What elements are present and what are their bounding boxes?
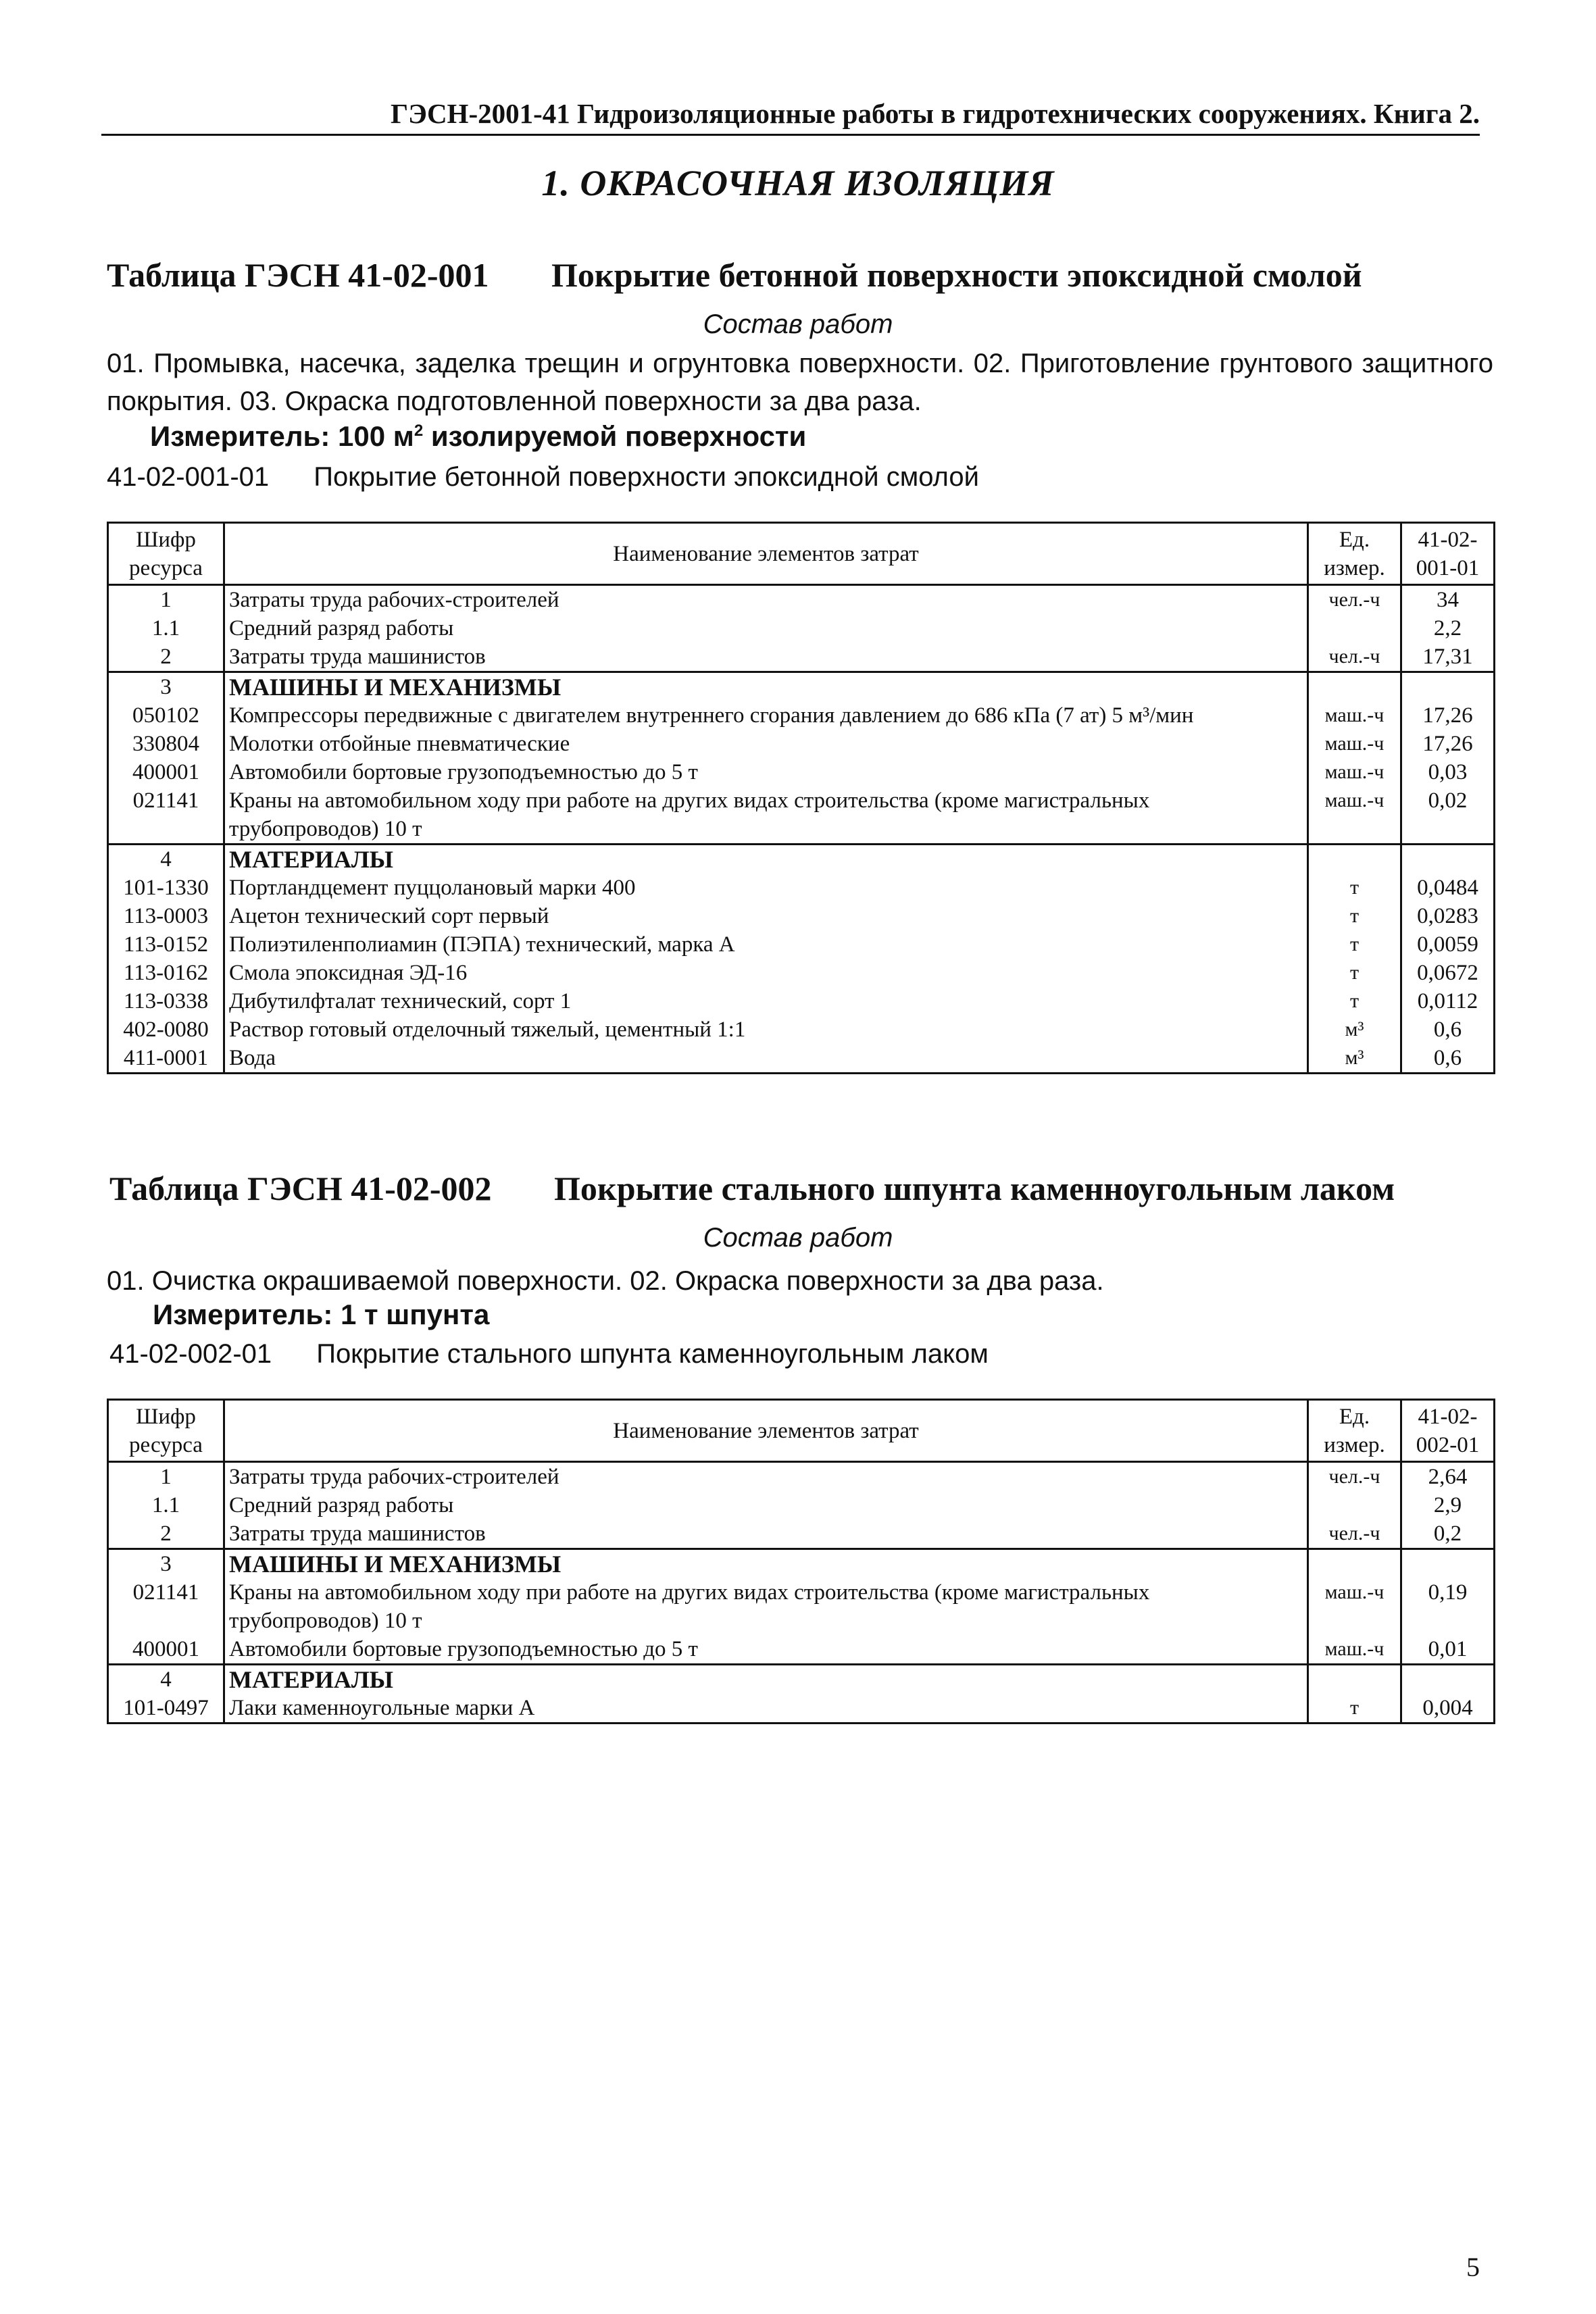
- resource-code-cell: 021141: [108, 1578, 224, 1635]
- resource-code-cell: 3: [108, 672, 224, 702]
- resource-code-cell: 4: [108, 1665, 224, 1694]
- group-heading-row: [108, 1549, 1495, 1579]
- table-1-composition-title: Состав работ: [703, 309, 893, 339]
- norm-value-cell: 0,0283: [1401, 902, 1495, 930]
- cost-element-name-cell: Молотки отбойные пневматические: [224, 730, 1308, 758]
- unit-cell: чел.-ч: [1308, 643, 1401, 672]
- header-value: 41-02-002-01: [1401, 1400, 1495, 1462]
- table-row: [108, 959, 1495, 987]
- cost-element-name-cell: Средний разряд работы: [224, 614, 1308, 643]
- table-1-caption: Покрытие бетонной поверхности эпоксидной смолой: [551, 256, 1362, 294]
- table-1-measure: [150, 420, 806, 453]
- cost-element-name-cell: Автомобили бортовые грузоподъемностью до 5 т: [224, 758, 1308, 786]
- cost-element-name-cell: Краны на автомобильном ходу при работе на других видах строительства (кроме магистральных трубопроводов) 10 т: [224, 1578, 1308, 1635]
- cost-element-name-cell: Дибутилфталат технический, сорт 1: [224, 987, 1308, 1015]
- table-row: [108, 930, 1495, 959]
- resource-code-cell: 3: [108, 1549, 224, 1579]
- page-number: 5: [1466, 2252, 1480, 2282]
- table-2-composition-title: Состав работ: [703, 1223, 893, 1253]
- table-row: [108, 585, 1495, 615]
- unit-cell: [1308, 845, 1401, 874]
- table-2-rate: [109, 1339, 989, 1369]
- norm-value-cell: 2,9: [1401, 1491, 1495, 1519]
- table-row: [108, 614, 1495, 643]
- table-row: [108, 758, 1495, 786]
- resource-code-cell: 1.1: [108, 1491, 224, 1519]
- unit-cell: т: [1308, 902, 1401, 930]
- section-title: 1. ОКРАСОЧНАЯ ИЗОЛЯЦИЯ: [541, 163, 1055, 203]
- cost-element-name-cell: МАТЕРИАЛЫ: [224, 845, 1308, 874]
- cost-element-name-cell: Вода: [224, 1044, 1308, 1074]
- cost-element-name-cell: Затраты труда рабочих-строителей: [224, 585, 1308, 615]
- resource-code-cell: 101-1330: [108, 874, 224, 902]
- resource-code-cell: 113-0003: [108, 902, 224, 930]
- cost-element-name-cell: Раствор готовый отделочный тяжелый, цементный 1:1: [224, 1015, 1308, 1044]
- norm-value-cell: 0,01: [1401, 1635, 1495, 1665]
- unit-cell: маш.-ч: [1308, 701, 1401, 730]
- norm-value-cell: 0,0112: [1401, 987, 1495, 1015]
- resource-code-cell: 402-0080: [108, 1015, 224, 1044]
- table-row: [108, 701, 1495, 730]
- table-row: [108, 1578, 1495, 1635]
- resource-code-cell: 1: [108, 585, 224, 615]
- cost-table-1: [107, 522, 1495, 1074]
- cost-element-name-cell: Затраты труда рабочих-строителей: [224, 1462, 1308, 1492]
- unit-cell: [1308, 1549, 1401, 1579]
- norm-value-cell: 0,03: [1401, 758, 1495, 786]
- norm-value-cell: [1401, 1665, 1495, 1694]
- table-row: [108, 874, 1495, 902]
- norm-value-cell: 0,19: [1401, 1578, 1495, 1635]
- table-2-rate-code: 41-02-002-01: [109, 1339, 272, 1369]
- table-2-caption: Покрытие стального шпунта каменноугольным лаком: [554, 1169, 1395, 1207]
- table-1-measure-sup: 2: [414, 422, 424, 440]
- table-1-rate: [107, 462, 979, 493]
- header-code: Шифр ресурса: [108, 523, 224, 585]
- resource-code-cell: 021141: [108, 786, 224, 845]
- norm-value-cell: 34: [1401, 585, 1495, 615]
- unit-cell: [1308, 1491, 1401, 1519]
- unit-cell: [1308, 614, 1401, 643]
- table-1-rate-code: 41-02-001-01: [107, 462, 270, 492]
- unit-cell: м³: [1308, 1044, 1401, 1074]
- norm-value-cell: [1401, 672, 1495, 702]
- running-header: ГЭСН-2001-41 Гидроизоляционные работы в гидротехнических сооружениях. Книга 2.: [101, 93, 1480, 136]
- cost-element-name-cell: Средний разряд работы: [224, 1491, 1308, 1519]
- unit-cell: т: [1308, 959, 1401, 987]
- cost-element-name-cell: Компрессоры передвижные с двигателем внутреннего сгорания давлением до 686 кПа (7 ат) 5 м³/мин: [224, 701, 1308, 730]
- cost-table-2: [107, 1399, 1495, 1724]
- resource-code-cell: 101-0497: [108, 1694, 224, 1724]
- table-row: [108, 1462, 1495, 1492]
- cost-element-name-cell: Ацетон технический сорт первый: [224, 902, 1308, 930]
- table-2-composition-text: 01. Очистка окрашиваемой поверхности. 02. Окраска поверхности за два раза.: [107, 1266, 1104, 1296]
- header-code: Шифр ресурса: [108, 1400, 224, 1462]
- cost-element-name-cell: Лаки каменноугольные марки А: [224, 1694, 1308, 1724]
- unit-cell: чел.-ч: [1308, 1519, 1401, 1549]
- cost-element-name-cell: Краны на автомобильном ходу при работе на других видах строительства (кроме магистральных трубопроводов) 10 т: [224, 786, 1308, 845]
- resource-code-cell: 4: [108, 845, 224, 874]
- norm-value-cell: [1401, 1549, 1495, 1579]
- table-1-measure-prefix: Измеритель: 100 м: [150, 420, 414, 452]
- resource-code-cell: 113-0338: [108, 987, 224, 1015]
- norm-value-cell: 17,26: [1401, 730, 1495, 758]
- resource-code-cell: 050102: [108, 701, 224, 730]
- resource-code-cell: 1: [108, 1462, 224, 1492]
- unit-cell: т: [1308, 874, 1401, 902]
- header-name: Наименование элементов затрат: [224, 523, 1308, 585]
- header-name: Наименование элементов затрат: [224, 1400, 1308, 1462]
- cost-table-1-body: [108, 585, 1495, 1074]
- table-row: [108, 987, 1495, 1015]
- resource-code-cell: 1.1: [108, 614, 224, 643]
- unit-cell: т: [1308, 930, 1401, 959]
- table-row: [108, 1044, 1495, 1074]
- norm-value-cell: 17,31: [1401, 643, 1495, 672]
- resource-code-cell: 2: [108, 1519, 224, 1549]
- resource-code-cell: 330804: [108, 730, 224, 758]
- group-heading-row: [108, 1665, 1495, 1694]
- norm-value-cell: [1401, 845, 1495, 874]
- resource-code-cell: 113-0152: [108, 930, 224, 959]
- norm-value-cell: 0,6: [1401, 1015, 1495, 1044]
- unit-cell: [1308, 672, 1401, 702]
- unit-cell: маш.-ч: [1308, 758, 1401, 786]
- resource-code-cell: 400001: [108, 1635, 224, 1665]
- norm-value-cell: 0,0059: [1401, 930, 1495, 959]
- unit-cell: маш.-ч: [1308, 1635, 1401, 1665]
- unit-cell: чел.-ч: [1308, 1462, 1401, 1492]
- norm-value-cell: 17,26: [1401, 701, 1495, 730]
- table-row: [108, 1694, 1495, 1724]
- cost-element-name-cell: Смола эпоксидная ЭД-16: [224, 959, 1308, 987]
- header-unit: Ед. измер.: [1308, 523, 1401, 585]
- unit-cell: маш.-ч: [1308, 1578, 1401, 1635]
- norm-value-cell: 0,6: [1401, 1044, 1495, 1074]
- group-heading-row: [108, 845, 1495, 874]
- table-row: [108, 643, 1495, 672]
- table-row: [108, 1491, 1495, 1519]
- table-row: [108, 1635, 1495, 1665]
- cost-element-name-cell: МАТЕРИАЛЫ: [224, 1665, 1308, 1694]
- unit-cell: т: [1308, 987, 1401, 1015]
- header-value: 41-02-001-01: [1401, 523, 1495, 585]
- resource-code-cell: 2: [108, 643, 224, 672]
- resource-code-cell: 411-0001: [108, 1044, 224, 1074]
- table-1-measure-suffix: изолируемой поверхности: [423, 420, 807, 452]
- resource-code-cell: 113-0162: [108, 959, 224, 987]
- group-heading-row: [108, 672, 1495, 702]
- norm-value-cell: 0,02: [1401, 786, 1495, 845]
- unit-cell: маш.-ч: [1308, 730, 1401, 758]
- norm-value-cell: 0,0672: [1401, 959, 1495, 987]
- norm-value-cell: 2,64: [1401, 1462, 1495, 1492]
- resource-code-cell: 400001: [108, 758, 224, 786]
- table-1-rate-name: Покрытие бетонной поверхности эпоксидной смолой: [314, 462, 979, 492]
- table-row: [108, 730, 1495, 758]
- table-2-rate-name: Покрытие стального шпунта каменноугольным лаком: [316, 1339, 989, 1369]
- norm-value-cell: 0,2: [1401, 1519, 1495, 1549]
- unit-cell: чел.-ч: [1308, 585, 1401, 615]
- cost-element-name-cell: Портландцемент пуццолановый марки 400: [224, 874, 1308, 902]
- table-row: [108, 1015, 1495, 1044]
- cost-element-name-cell: Затраты труда машинистов: [224, 1519, 1308, 1549]
- unit-cell: м³: [1308, 1015, 1401, 1044]
- cost-element-name-cell: МАШИНЫ И МЕХАНИЗМЫ: [224, 672, 1308, 702]
- cost-element-name-cell: МАШИНЫ И МЕХАНИЗМЫ: [224, 1549, 1308, 1579]
- norm-value-cell: 0,0484: [1401, 874, 1495, 902]
- table-2-measure-prefix: Измеритель: 1 т шпунта: [153, 1299, 490, 1330]
- unit-cell: [1308, 1665, 1401, 1694]
- table-2-measure: [153, 1299, 489, 1331]
- table-1-label: Таблица ГЭСН 41-02-001: [107, 256, 489, 294]
- table-1-composition-text: 01. Промывка, насечка, заделка трещин и огрунтовка поверхности. 02. Приготовление грунтового защитного покрытия. 03. Окраска подготовленной поверхности за два раза.: [107, 349, 1493, 416]
- cost-element-name-cell: Затраты труда машинистов: [224, 643, 1308, 672]
- unit-cell: т: [1308, 1694, 1401, 1724]
- unit-cell: маш.-ч: [1308, 786, 1401, 845]
- table-2-label: Таблица ГЭСН 41-02-002: [109, 1169, 492, 1207]
- cost-table-2-body: [108, 1462, 1495, 1724]
- table-row: [108, 902, 1495, 930]
- norm-value-cell: 2,2: [1401, 614, 1495, 643]
- table-row: [108, 1519, 1495, 1549]
- cost-element-name-cell: Автомобили бортовые грузоподъемностью до 5 т: [224, 1635, 1308, 1665]
- header-unit: Ед. измер.: [1308, 1400, 1401, 1462]
- cost-element-name-cell: Полиэтиленполиамин (ПЭПА) технический, марка А: [224, 930, 1308, 959]
- norm-value-cell: 0,004: [1401, 1694, 1495, 1724]
- table-row: [108, 786, 1495, 845]
